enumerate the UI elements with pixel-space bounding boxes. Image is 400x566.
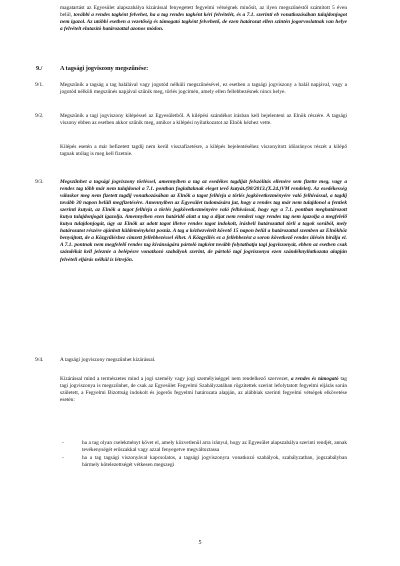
paragraph-9-4: A tagsági jogviszony megszűnhet kizárással.	[60, 357, 156, 363]
paragraph-9-2-continued: Kilépés esetén a már befizetett tagdíj nem kerül visszafizetésre, a kilépés bejelentéséhez viszonyított időarányos részét a kilépő tagnak utólag is meg kell fizetnie.	[60, 144, 347, 158]
section-number: 9./	[36, 65, 43, 72]
violation-list	[60, 440, 347, 469]
paragraph-9-2: Megszűnik a tagi jogviszony kilépéssel az Egyesületből. A kilépési szándékot írásban kell bejelenteni az Elnök részére. A tagsági viszony ebben az esetben akkor szűnik meg, amikor a kilépési nyilatkozatot az Elnök kézhez vette.	[60, 113, 347, 127]
intro-emphasis: további a rendes tagként felvehet, ha a tag rendes tagként kéri felvételét, és a 7.1. szerinti eb vonatkozásában tulajdonjogot nem igazol. Az utóbbi esetben a vezetőség és támogató tagként felvehető, de ezen határozat ellen szintén jogorvoslatnak van helye a felvételt elutasító határozattal azonos módon.	[60, 12, 347, 33]
expulsion-text-2: tag tagi jogviszonya is megszűnhet, de csak az Egyesület Fegyelmi Szabályzatában rögzítettek szerint lefolytatott fegyelmi eljárás során született, a Fegyelmi Bizottság indokolt és jogerős fegyelmi határozata alapján, az alábbiak szerinti fegyelmi vétségek elkövetése esetén:	[60, 376, 347, 404]
bullet-dash: -	[62, 454, 64, 461]
paragraph-number: 9/1.	[35, 82, 44, 88]
expulsion-emphasis: a rendes és támogató	[290, 376, 339, 382]
intro-text: magatartást az Egyesület alapszabálya kizárással fenyegetett fegyelmi vétségnek minősít, az ilyen megszűnéstől számított 5 éven belül,	[60, 5, 347, 19]
list-item	[60, 440, 347, 454]
paragraph-9-3: Megszűnhet a tagsági jogviszony törléssel, amennyiben a tag az esedékes tagdíját felszólítás ellenére sem fizette meg, vagy a rendes tag több már nem tulajdonol a 7.1. pontban foglaltaknak eleget tevő kutyát.(98/2013.(X.24.)VM rendelet). Az esedékesség válaskor meg nem fizetett tagdíj vonatkozásában az Elnök a tagot felhívja a törlés jogkövetkezményére való felhívással, a tagdíj tovább 30 napon belüli megfizetésére. Amennyiben az Egyesület tudomására jut, hogy a rendes tag már nem tulajdonol a fentiek szerinti kutyát, az Elnök a tagot felhívja a törlés jogkövetkezményére való felhívással, hogy egy a 7.1. pontban meghatározott kutya tulajdonjogát igazolja. Amennyiben ezen határidő alatt a tag a díjat nem rendezi vagy rendes tag nem igazolja a megfelelő kutya tulajdonjogát, úgy az Elnök az adott tagot illetve rendes tagot indokolt, írásbeli határozattal törli a tagok sorából, mely határozatot részére ajánlott küldeményként postáz. A tag a kézhezvételt követő 15 napon belül a határozattal szemben az Elnökhöz benyújtott, de a Közgyűléshez címzett fellebbezéssel élhet. A Közgyűlés ez a fellebbezést a soron következő rendes ülésén bírálja el. A 7.1. pontnak nem megfelelő rendes tag kívánságára pártoló tagként tovább folytathatja tagi jogviszonyát, ebben az esetben csak szándékát kell jeleznie a belépésre vonatkozó szabályok szerint, de pártoló tagi jogviszonya ezen szándéknyilatkozata alapján felvételi eljárás nélkül is létrejön.	[60, 179, 347, 263]
paragraph-expulsion	[60, 376, 347, 404]
paragraph-9-1: Megszűnik a tagság a tag halálával vagy jogutód nélküli megszűnésével, ez esetben a tagsági jogviszony a halál napjával, vagy a jogutód nélküli megszűnés napjával szűnik meg, törlés jogcímén, amely ellen fellebbezésnek nincs helye.	[60, 82, 347, 96]
paragraph-number: 9/3.	[35, 179, 44, 185]
paragraph-number: 9/2.	[35, 113, 44, 119]
expulsion-text-1: Kizárással mind a természetes mind a jogi személy vagy jogi személyiséggel nem rendelkező szervezet,	[60, 376, 290, 382]
section-9-heading	[36, 65, 149, 72]
list-item-text: ha a tag tagsági viszonyával kapcsolatos, a tagsági jogviszonyra vonatkozó szabályok, szabályzatban, jogszabályban bármely kötelezettségét vétkesen megszegi	[82, 454, 347, 468]
section-title: A tagsági jogviszony megszűnése:	[60, 65, 149, 72]
page-number: 5	[198, 540, 202, 546]
paragraph-number: 9/4.	[35, 357, 44, 363]
intro-paragraph	[60, 5, 347, 33]
list-item	[60, 455, 347, 469]
bullet-dash: -	[62, 440, 64, 446]
list-item-text: ha a tag olyan cselekményt követ el, amely közvetlenül arra irányul, hogy az Egyesület alapszabálya szerinti rendjét, annak tevékenységét erőszakkal vagy azzal fenyegetve megváltoztassa	[82, 440, 347, 454]
